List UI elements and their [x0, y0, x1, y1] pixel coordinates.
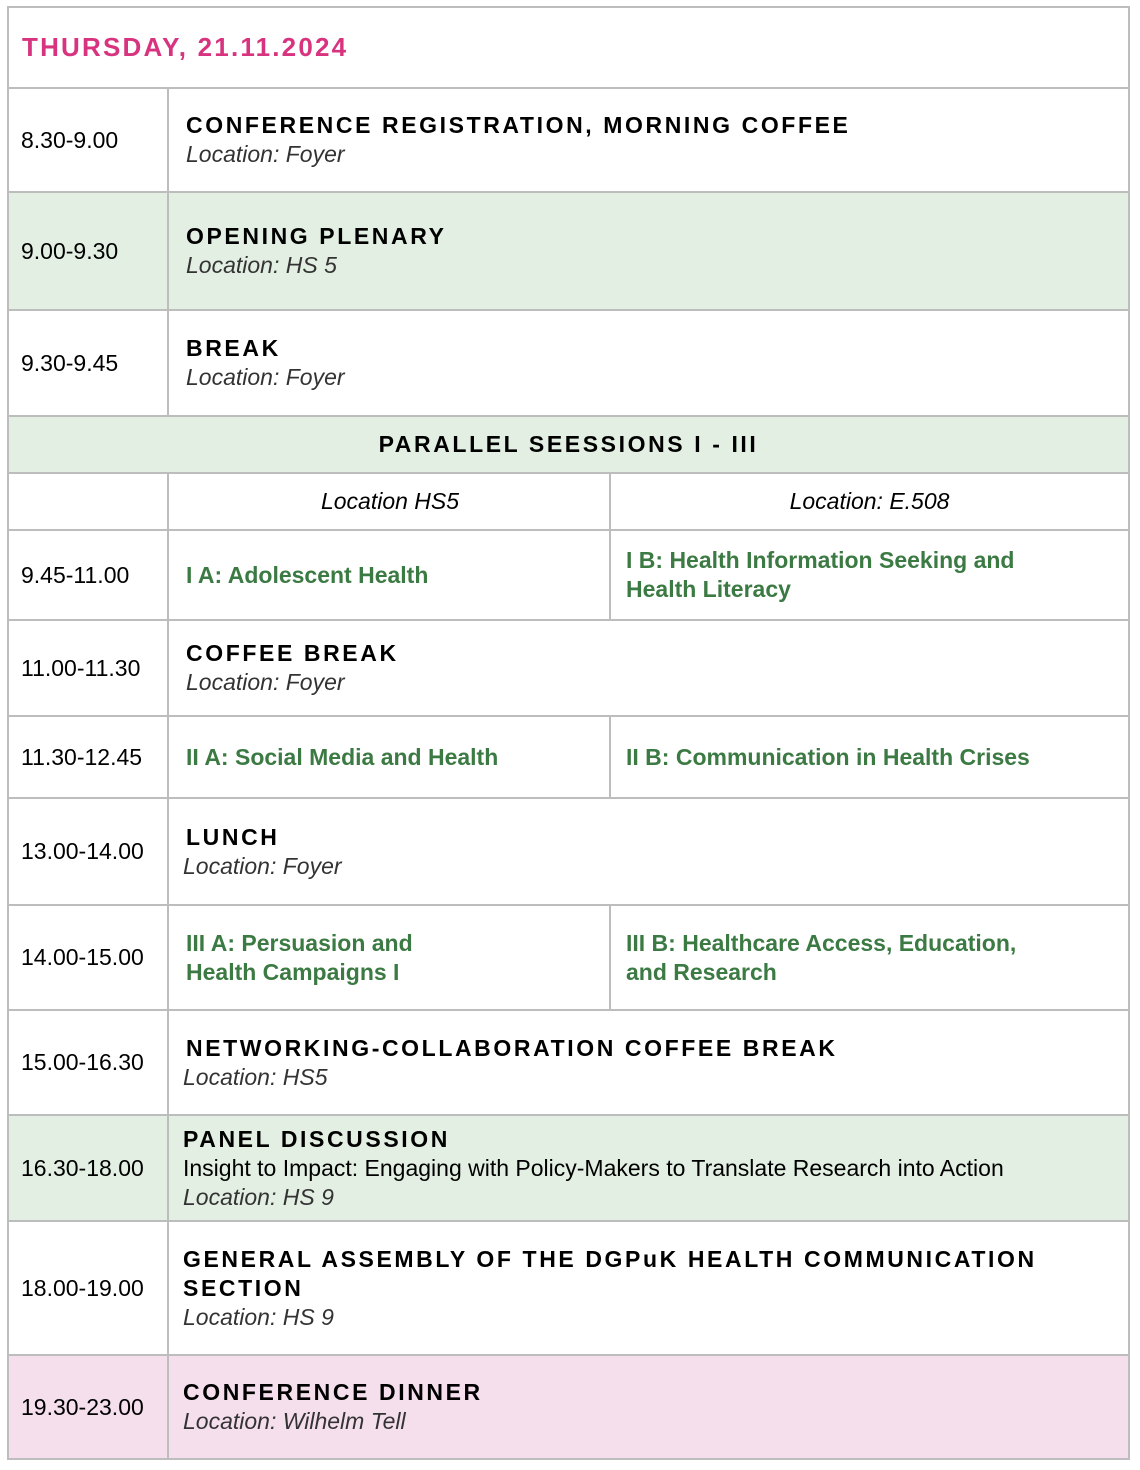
time-cell: 19.30-23.00 — [9, 1356, 169, 1458]
event-location: Location: Wilhelm Tell — [183, 1408, 406, 1434]
schedule-row — [7, 799, 1130, 906]
event-title: OPENING PLENARY — [186, 223, 447, 249]
schedule-row — [7, 717, 1130, 799]
schedule-row — [7, 1011, 1130, 1116]
schedule-row — [7, 1356, 1130, 1460]
day-heading: THURSDAY, 21.11.2024 — [22, 32, 349, 62]
schedule-row — [7, 89, 1130, 193]
day-header-row — [7, 6, 1130, 89]
event-title: CONFERENCE REGISTRATION, MORNING COFFEE — [186, 112, 851, 138]
location-b-label: Location: E.508 — [609, 474, 1128, 529]
event-cell — [171, 1011, 1128, 1114]
schedule-row — [7, 531, 1130, 621]
event-title: CONFERENCE DINNER — [183, 1379, 483, 1405]
time-cell: 9.45-11.00 — [9, 531, 169, 619]
session-a-title-line: Health Campaigns I — [186, 958, 400, 985]
event-cell — [171, 311, 1128, 415]
time-cell: 9.00-9.30 — [9, 193, 169, 309]
time-cell: 14.00-15.00 — [9, 906, 169, 1009]
event-cell — [171, 621, 1128, 715]
event-cell — [171, 799, 1128, 904]
time-cell: 11.00-11.30 — [9, 621, 169, 715]
event-title: PANEL DISCUSSION — [183, 1125, 450, 1152]
time-cell: 13.00-14.00 — [9, 799, 169, 904]
schedule-row — [7, 906, 1130, 1011]
session-a-cell — [171, 906, 609, 1009]
event-location: Location: HS 5 — [186, 252, 337, 278]
session-b-cell — [609, 717, 1128, 797]
event-location: Location: HS 9 — [183, 1183, 334, 1210]
session-b-title-line: III B: Healthcare Access, Education, — [626, 929, 1017, 956]
session-b-title-line: Health Literacy — [626, 576, 791, 602]
event-location: Location: HS5 — [183, 1063, 328, 1090]
session-b-title-line: I B: Health Information Seeking and — [626, 547, 1015, 573]
session-b-title: II B: Communication in Health Crises — [626, 743, 1030, 770]
event-title: BREAK — [186, 335, 281, 361]
location-header-row — [7, 474, 1130, 531]
parallel-sessions-title: PARALLEL SEESSIONS I - III — [378, 431, 759, 457]
event-cell — [171, 1222, 1128, 1354]
session-b-cell — [609, 906, 1128, 1009]
schedule-row — [7, 311, 1130, 417]
schedule-row — [7, 621, 1130, 717]
event-cell — [171, 89, 1128, 191]
event-location: Location: Foyer — [186, 364, 345, 390]
event-title: LUNCH — [186, 823, 280, 850]
time-cell: 18.00-19.00 — [9, 1222, 169, 1354]
time-cell: 8.30-9.00 — [9, 89, 169, 191]
schedule-row — [7, 1222, 1130, 1356]
schedule-row — [7, 193, 1130, 311]
event-title: GENERAL ASSEMBLY OF THE DGPuK HEALTH COMMUNICATION — [183, 1245, 1037, 1272]
event-cell — [171, 193, 1128, 309]
session-b-title-line: and Research — [626, 958, 777, 985]
session-a-title: I A: Adolescent Health — [186, 561, 429, 588]
event-title: NETWORKING-COLLABORATION COFFEE BREAK — [186, 1034, 838, 1061]
session-a-cell — [171, 717, 609, 797]
event-title: COFFEE BREAK — [186, 640, 399, 666]
session-a-cell — [171, 531, 609, 619]
event-location: Location: HS 9 — [183, 1303, 334, 1330]
event-cell — [171, 1356, 1128, 1458]
session-b-cell — [609, 531, 1128, 619]
event-location: Location: Foyer — [186, 141, 345, 167]
event-location: Location: Foyer — [186, 669, 345, 695]
session-a-title: II A: Social Media and Health — [186, 743, 499, 770]
event-description: Insight to Impact: Engaging with Policy-Makers to Translate Research into Action — [183, 1154, 1004, 1181]
session-a-title — [186, 929, 413, 987]
event-title-continued: SECTION — [183, 1274, 304, 1301]
event-cell — [171, 1116, 1128, 1220]
time-cell: 15.00-16.30 — [9, 1011, 169, 1114]
session-b-title — [626, 929, 1016, 987]
location-a-label: Location HS5 — [320, 488, 460, 514]
time-cell: 9.30-9.45 — [9, 311, 169, 415]
event-location: Location: Foyer — [183, 852, 342, 879]
schedule-row — [7, 1116, 1130, 1222]
parallel-sessions-banner — [7, 417, 1130, 474]
time-cell: 16.30-18.00 — [9, 1116, 169, 1220]
time-cell: 11.30-12.45 — [9, 717, 169, 797]
session-b-title — [626, 546, 1014, 604]
session-a-title-line: III A: Persuasion and — [186, 929, 413, 956]
time-cell-empty — [9, 474, 169, 529]
